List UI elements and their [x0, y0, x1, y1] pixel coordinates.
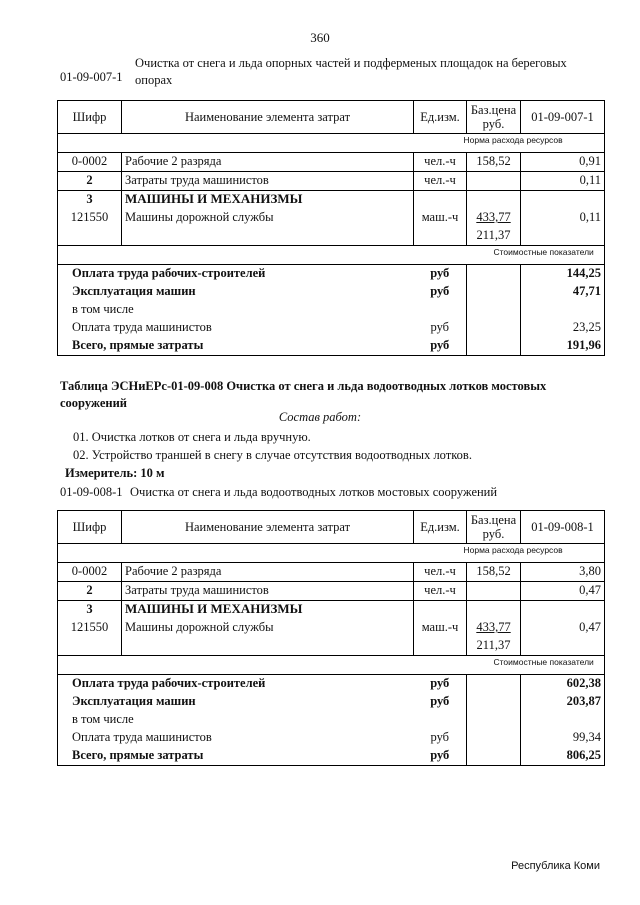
table-row: Эксплуатация машин руб 47,71 [58, 283, 605, 301]
col-unit-header: Ед.изм. [414, 511, 467, 544]
table-row: 2 Затраты труда машинистов чел.-ч 0,11 [58, 172, 605, 191]
table-row: Оплата труда машинистов руб 99,34 [58, 729, 605, 747]
col-price-header: Баз.цена руб. [467, 511, 521, 544]
col-unit-header: Ед.изм. [414, 101, 467, 134]
table-row: 2 Затраты труда машинистов чел.-ч 0,47 [58, 582, 605, 601]
table-row: в том числе [58, 711, 605, 729]
table-row: 3 МАШИНЫ И МЕХАНИЗМЫ [58, 601, 605, 620]
table2-code: 01-09-008-1 [60, 485, 123, 499]
cost-label: Стоимостные показатели [521, 246, 605, 265]
table2-title: Очистка от снега и льда водоотводных лотков мостовых сооружений [130, 485, 498, 499]
table-row: 121550 Машины дорожной службы маш.-ч 433,77 0,11 [58, 209, 605, 227]
table-row: 0-0002 Рабочие 2 разряда чел.-ч 158,52 3,80 [58, 563, 605, 582]
table1-code: 01-09-007-1 [60, 70, 123, 84]
page-number: 360 [310, 30, 330, 45]
col-name-header: Наименование элемента затрат [122, 101, 414, 134]
col-code-header: Шифр [58, 511, 122, 544]
table2: Шифр Наименование элемента затрат Ед.изм. Баз.цена руб. 01-09-008-1 Норма расхода ресурсов 0-0002 Рабочие 2 разряда чел.-ч 158,52 3,80 2 Затраты труда машинистов чел.-ч 0,47 3 МАШИНЫ И МЕХАНИЗМЫ 121550 Машины дорожной службы маш.-ч 433,77 0,47 211,37 Стоимостные показатели Оплата труда рабочих-строителей руб 602,38 Эксплуатация машин руб 203,87 в том числе Оплата труда машинистов руб 99,34 Всего, прямые затраты руб 806,25 [57, 510, 605, 766]
table-row: Всего, прямые затраты руб 806,25 [58, 747, 605, 766]
col-code-header: Шифр [58, 101, 122, 134]
col-value-header: 01-09-007-1 [521, 101, 605, 134]
table-row: Оплата труда рабочих-строителей руб 144,25 [58, 265, 605, 284]
norm-label: Норма расхода ресурсов [521, 544, 605, 563]
table-row: в том числе [58, 301, 605, 319]
col-name-header: Наименование элемента затрат [122, 511, 414, 544]
footer-region: Республика Коми [511, 860, 600, 872]
table1-title: Очистка от снега и льда опорных частей и подферменых площадок на береговых опорах [135, 56, 567, 87]
table2-header-row [58, 511, 605, 544]
col-price-header: Баз.цена руб. [467, 101, 521, 134]
composition-title: Состав работ: [278, 410, 362, 424]
table1-header-row [58, 101, 605, 134]
col-value-header: 01-09-008-1 [521, 511, 605, 544]
work-item: 02. Устройство траншей в снегу в случае отсутствия водоотводных лотков. [73, 448, 472, 462]
table-row: 0-0002 Рабочие 2 разряда чел.-ч 158,52 0,91 [58, 153, 605, 172]
cost-label: Стоимостные показатели [521, 656, 605, 675]
table-row: Всего, прямые затраты руб 191,96 [58, 337, 605, 356]
norm-label: Норма расхода ресурсов [521, 134, 605, 153]
table-row: Оплата труда рабочих-строителей руб 602,38 [58, 675, 605, 694]
meter: Измеритель: 10 м [65, 466, 165, 480]
table1: Шифр Наименование элемента затрат Ед.изм. Баз.цена руб. 01-09-007-1 Норма расхода ресурсов 0-0002 Рабочие 2 разряда чел.-ч 158,52 0,91 2 Затраты труда машинистов чел.-ч 0,11 3 МАШИНЫ И МЕХАНИЗМЫ 121550 Машины дорожной службы маш.-ч 433,77 0,11 211,37 Стоимостные показатели Оплата труда рабочих-строителей руб 144,25 Эксплуатация машин руб 47,71 в том числе Оплата труда машинистов руб 23,25 Всего, прямые затраты руб 191,96 [57, 100, 605, 356]
table-row: Оплата труда машинистов руб 23,25 [58, 319, 605, 337]
table2-heading: Таблица ЭСНиЕРс-01-09-008 Очистка от снега и льда водоотводных лотков мостовых сооружений [60, 379, 547, 410]
table-row: 121550 Машины дорожной службы маш.-ч 433,77 0,47 [58, 619, 605, 637]
work-item: 01. Очистка лотков от снега и льда вручную. [73, 430, 311, 444]
table-row: Эксплуатация машин руб 203,87 [58, 693, 605, 711]
table-row: 3 МАШИНЫ И МЕХАНИЗМЫ [58, 191, 605, 210]
